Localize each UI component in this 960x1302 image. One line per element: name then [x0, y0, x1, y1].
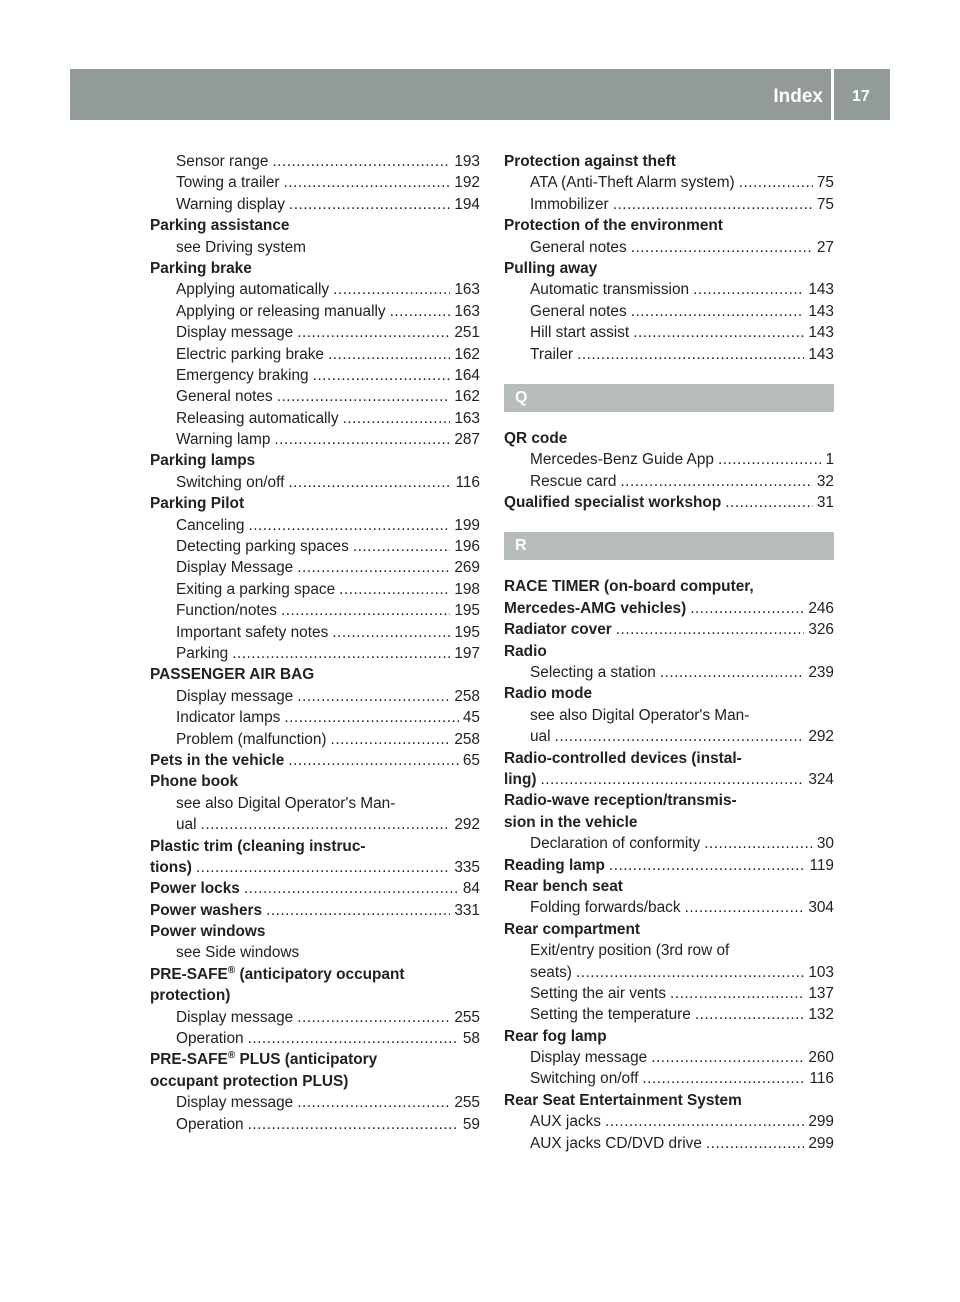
index-note-text: Exit/entry position (3rd row of	[530, 942, 730, 960]
entry-text: ual	[530, 728, 551, 746]
entry-text: Applying or releasing manually	[176, 302, 386, 320]
page-reference: 164	[454, 366, 480, 384]
index-heading-entry	[504, 619, 834, 640]
entry-text: Power locks	[150, 880, 240, 898]
entry-text: Declaration of conformity	[530, 835, 701, 853]
entry-text: Automatic transmission	[530, 281, 690, 299]
page-reference: 199	[454, 516, 480, 534]
dot-leader	[332, 622, 450, 643]
dot-leader	[281, 600, 450, 621]
page-reference: 195	[454, 602, 480, 620]
index-note	[150, 942, 480, 963]
entry-text: Electric parking brake	[176, 345, 324, 363]
index-subentry	[504, 194, 834, 215]
page-reference: 119	[809, 856, 834, 874]
letter-section-header: R	[504, 532, 834, 560]
index-heading-text: Parking lamps	[150, 452, 256, 470]
dot-leader	[577, 344, 804, 365]
index-heading	[504, 215, 834, 236]
index-heading-text: protection)	[150, 987, 231, 1005]
dot-leader	[620, 471, 812, 492]
entry-text: Hill start assist	[530, 324, 630, 342]
entry-text: AUX jacks CD/DVD drive	[530, 1134, 702, 1152]
index-heading	[150, 921, 480, 942]
index-heading-text: Parking Pilot	[150, 495, 245, 513]
index-subentry	[150, 386, 480, 407]
index-heading-entry	[504, 769, 834, 790]
entry-text: Emergency braking	[176, 366, 309, 384]
dot-leader	[284, 707, 459, 728]
page-reference: 196	[454, 538, 480, 556]
index-subentry	[504, 279, 834, 300]
index-heading-rest: PLUS (anticipatory	[235, 1051, 378, 1069]
page-reference: 299	[808, 1134, 834, 1152]
page-reference: 116	[455, 473, 480, 491]
page-reference: 65	[462, 751, 480, 769]
entry-text: Operation	[176, 1030, 244, 1048]
dot-leader	[297, 557, 450, 578]
index-heading-rest: (anticipatory occupant	[235, 965, 405, 983]
index-subentry	[150, 707, 480, 728]
dot-leader	[297, 1007, 450, 1028]
index-subentry	[150, 536, 480, 557]
dot-leader	[576, 962, 804, 983]
index-heading-text: Radio	[504, 642, 547, 660]
index-heading	[504, 1026, 834, 1047]
index-heading	[150, 664, 480, 685]
index-subentry	[150, 622, 480, 643]
page-reference: 162	[454, 388, 480, 406]
index-subentry	[150, 729, 480, 750]
entry-text: Exiting a parking space	[176, 580, 336, 598]
index-heading	[504, 748, 834, 769]
page-reference: 195	[454, 623, 480, 641]
index-subentry	[504, 833, 834, 854]
index-heading	[504, 258, 834, 279]
page-reference: 163	[454, 281, 480, 299]
page-reference: 30	[816, 835, 834, 853]
page-reference: 326	[808, 621, 834, 639]
page-reference: 137	[808, 984, 834, 1002]
index-subentry	[504, 322, 834, 343]
entry-text: Radiator cover	[504, 621, 612, 639]
index-subentry	[150, 322, 480, 343]
dot-leader	[277, 386, 451, 407]
index-note	[504, 940, 834, 961]
index-heading-text: Radio mode	[504, 685, 593, 703]
dot-leader	[685, 897, 805, 918]
page-reference: 246	[808, 599, 834, 617]
index-column-right	[504, 151, 834, 1154]
page-reference: 258	[454, 687, 480, 705]
registered-mark: ®	[227, 1050, 236, 1062]
index-heading-text: Phone book	[150, 773, 239, 791]
page-reference: 31	[816, 494, 834, 512]
index-subentry	[150, 472, 480, 493]
index-heading-text: sion in the vehicle	[504, 813, 638, 831]
index-heading-text: PRE-SAFE	[150, 965, 228, 983]
entry-text: Display Message	[176, 559, 294, 577]
dot-leader	[328, 344, 450, 365]
entry-text: General notes	[530, 302, 627, 320]
index-subentry	[504, 1004, 834, 1025]
dot-leader	[660, 662, 805, 683]
index-subentry	[504, 237, 834, 258]
index-subentry	[150, 643, 480, 664]
index-subentry	[150, 279, 480, 300]
index-heading-text: Rear fog lamp	[504, 1027, 607, 1045]
index-heading-text: PASSENGER AIR BAG	[150, 666, 315, 684]
section-title: Index	[773, 86, 823, 107]
index-heading-text: RACE TIMER (on-board computer,	[504, 578, 754, 596]
index-subentry	[150, 600, 480, 621]
entry-text: ATA (Anti-Theft Alarm system)	[530, 174, 735, 192]
index-heading	[504, 812, 834, 833]
index-subentry	[150, 344, 480, 365]
index-heading	[504, 641, 834, 662]
entry-text: Important safety notes	[176, 623, 329, 641]
dot-leader	[248, 1028, 459, 1049]
index-heading-text: QR code	[504, 429, 568, 447]
dot-leader	[695, 1004, 804, 1025]
entry-text: General notes	[530, 238, 627, 256]
entry-text: Reading lamp	[504, 856, 605, 874]
entry-text: Power washers	[150, 901, 263, 919]
index-subentry	[150, 301, 480, 322]
page-reference: 324	[808, 770, 834, 788]
dot-leader	[633, 322, 804, 343]
entry-text: Setting the air vents	[530, 984, 667, 1002]
index-note	[150, 237, 480, 258]
index-heading-entry	[150, 900, 480, 921]
index-heading	[504, 1090, 834, 1111]
page-reference: 304	[808, 899, 834, 917]
page-reference: 116	[809, 1070, 834, 1088]
index-subentry	[150, 408, 480, 429]
entry-text: Pets in the vehicle	[150, 751, 285, 769]
page-reference: 335	[454, 858, 480, 876]
entry-text: Sensor range	[176, 153, 269, 170]
index-heading	[504, 151, 834, 172]
dot-leader	[248, 515, 450, 536]
dot-leader	[289, 194, 450, 215]
index-heading-entry	[504, 598, 834, 619]
entry-text: Warning display	[176, 195, 285, 213]
page-reference: 75	[816, 195, 834, 213]
index-note	[150, 793, 480, 814]
index-subentry	[504, 1133, 834, 1154]
page-reference: 84	[462, 880, 480, 898]
dot-leader	[272, 151, 450, 172]
page-reference: 258	[454, 730, 480, 748]
index-subentry	[150, 172, 480, 193]
index-subentry	[504, 897, 834, 918]
page-reference: 162	[454, 345, 480, 363]
dot-leader	[555, 726, 805, 747]
index-heading-text: Radio-wave reception/transmis-	[504, 792, 737, 810]
entry-text: Applying automatically	[176, 281, 330, 299]
dot-leader	[631, 237, 813, 258]
index-subentry	[504, 471, 834, 492]
dot-leader	[642, 1068, 805, 1089]
dot-leader	[288, 750, 459, 771]
index-subentry	[150, 1007, 480, 1028]
index-column-left	[150, 151, 480, 1135]
dot-leader	[232, 643, 450, 664]
entry-text: Switching on/off	[530, 1070, 639, 1088]
entry-text: Problem (malfunction)	[176, 730, 327, 748]
entry-text: Warning lamp	[176, 431, 271, 449]
index-heading	[150, 836, 480, 857]
page-number: 17	[852, 88, 870, 105]
entry-text: Towing a trailer	[176, 174, 280, 192]
entry-text: Immobilizer	[530, 195, 609, 213]
page-reference: 193	[454, 153, 480, 170]
index-heading-text: Pulling away	[504, 259, 598, 277]
entry-text: Display message	[530, 1049, 648, 1067]
page-reference: 251	[454, 324, 480, 342]
dot-leader	[196, 857, 450, 878]
page-reference: 32	[816, 472, 834, 490]
dot-leader	[353, 536, 450, 557]
index-note-text: see Side windows	[176, 944, 300, 962]
entry-text: Folding forwards/back	[530, 899, 681, 917]
dot-leader	[339, 579, 450, 600]
page-reference: 163	[454, 409, 480, 427]
dot-leader	[605, 1111, 804, 1132]
index-heading-text: Parking brake	[150, 259, 252, 277]
page-reference: 143	[808, 345, 834, 363]
index-heading	[150, 493, 480, 514]
page-reference: 103	[808, 963, 834, 981]
entry-text: ual	[176, 816, 197, 834]
entry-text: Selecting a station	[530, 664, 656, 682]
dot-leader	[288, 472, 451, 493]
index-heading	[150, 964, 480, 985]
dot-leader	[706, 1133, 804, 1154]
index-heading	[504, 428, 834, 449]
dot-leader	[244, 878, 459, 899]
dot-leader	[284, 172, 451, 193]
dot-leader	[331, 729, 451, 750]
page-reference: 192	[454, 174, 480, 192]
index-heading-text: Radio-controlled devices (instal-	[504, 749, 742, 767]
index-heading-entry	[504, 492, 834, 513]
index-heading	[150, 985, 480, 1006]
page-reference: 194	[454, 195, 480, 213]
index-heading-entry	[150, 878, 480, 899]
dot-leader	[343, 408, 451, 429]
entry-text: General notes	[176, 388, 273, 406]
index-heading	[150, 1071, 480, 1092]
page-reference: 299	[808, 1113, 834, 1131]
index-heading	[150, 215, 480, 236]
index-subentry	[504, 301, 834, 322]
index-subentry	[504, 172, 834, 193]
dot-leader	[718, 449, 822, 470]
index-subentry	[150, 1114, 480, 1135]
dot-leader	[704, 833, 813, 854]
index-heading-text: PRE-SAFE	[150, 1051, 228, 1069]
page-reference: 260	[808, 1049, 834, 1067]
index-subentry	[504, 726, 834, 747]
index-heading-text: Protection of the environment	[504, 217, 723, 235]
dot-leader	[670, 983, 804, 1004]
index-heading	[150, 258, 480, 279]
entry-text: Indicator lamps	[176, 709, 281, 727]
dot-leader	[266, 900, 450, 921]
entry-text: Function/notes	[176, 602, 277, 620]
page-reference: 75	[816, 174, 834, 192]
entry-text: seats)	[530, 963, 572, 981]
entry-text: Display message	[176, 1094, 294, 1112]
page-reference: 143	[808, 324, 834, 342]
entry-text: Releasing automatically	[176, 409, 339, 427]
page-reference: 331	[454, 901, 480, 919]
index-heading	[150, 450, 480, 471]
registered-mark: ®	[227, 964, 236, 976]
index-heading-text: Rear Seat Entertainment System	[504, 1091, 742, 1109]
index-heading-entry	[150, 857, 480, 878]
entry-text: Switching on/off	[176, 473, 285, 491]
index-heading	[150, 1049, 480, 1070]
dot-leader	[631, 301, 805, 322]
dot-leader	[297, 1092, 450, 1113]
page-reference: 1	[825, 451, 834, 469]
page-reference: 292	[808, 728, 834, 746]
header-separator	[831, 69, 834, 120]
index-subentry	[150, 814, 480, 835]
index-subentry	[504, 449, 834, 470]
index-subentry	[504, 1111, 834, 1132]
entry-text: Mercedes-Benz Guide App	[530, 451, 714, 469]
page-reference: 269	[454, 559, 480, 577]
index-subentry	[150, 194, 480, 215]
index-subentry	[150, 686, 480, 707]
index-heading-text: Rear bench seat	[504, 877, 623, 895]
index-heading-text: Parking assistance	[150, 217, 290, 235]
index-heading	[150, 771, 480, 792]
dot-leader	[693, 279, 804, 300]
dot-leader	[248, 1114, 459, 1135]
index-heading	[504, 790, 834, 811]
page-reference: 132	[808, 1006, 834, 1024]
entry-text: Rescue card	[530, 472, 617, 490]
page-reference: 255	[454, 1008, 480, 1026]
entry-text: Operation	[176, 1115, 244, 1133]
index-subentry	[150, 579, 480, 600]
index-subentry	[150, 365, 480, 386]
index-subentry	[150, 1092, 480, 1113]
dot-leader	[613, 194, 813, 215]
index-heading	[504, 576, 834, 597]
dot-leader	[690, 598, 804, 619]
index-heading-text: Protection against theft	[504, 153, 676, 170]
index-note-text: see also Digital Operator's Man-	[530, 706, 750, 724]
page-reference: 255	[454, 1094, 480, 1112]
page-reference: 239	[808, 664, 834, 682]
page-reference: 59	[462, 1115, 480, 1133]
dot-leader	[609, 855, 806, 876]
dot-leader	[297, 686, 450, 707]
index-heading-text: Power windows	[150, 923, 266, 941]
entry-text: Mercedes-AMG vehicles)	[504, 599, 687, 617]
page-reference: 45	[462, 709, 480, 727]
index-heading	[504, 683, 834, 704]
entry-text: AUX jacks	[530, 1113, 601, 1131]
page-reference: 143	[808, 302, 834, 320]
dot-leader	[651, 1047, 804, 1068]
index-subentry	[150, 151, 480, 172]
entry-text: Display message	[176, 1008, 294, 1026]
page-reference: 143	[808, 281, 834, 299]
index-subentry	[504, 983, 834, 1004]
index-subentry	[150, 1028, 480, 1049]
index-heading-text: Rear compartment	[504, 920, 640, 938]
page-reference: 27	[816, 238, 834, 256]
index-heading	[504, 876, 834, 897]
entry-text: Setting the temperature	[530, 1006, 691, 1024]
entry-text: Parking	[176, 644, 229, 662]
letter-section-header: Q	[504, 384, 834, 412]
entry-text: Canceling	[176, 516, 245, 534]
entry-text: Detecting parking spaces	[176, 538, 349, 556]
dot-leader	[333, 279, 450, 300]
entry-text: Display message	[176, 324, 294, 342]
index-subentry	[150, 557, 480, 578]
index-heading-entry	[150, 750, 480, 771]
index-heading-text: occupant protection PLUS)	[150, 1072, 349, 1090]
index-heading-entry	[504, 855, 834, 876]
index-subentry	[150, 515, 480, 536]
index-heading-text: Plastic trim (cleaning instruc-	[150, 837, 366, 855]
dot-leader	[725, 492, 813, 513]
index-subentry	[504, 344, 834, 365]
dot-leader	[274, 429, 450, 450]
index-note	[504, 705, 834, 726]
index-subentry	[504, 662, 834, 683]
index-subentry	[504, 962, 834, 983]
index-subentry	[150, 429, 480, 450]
dot-leader	[313, 365, 451, 386]
index-note-text: see also Digital Operator's Man-	[176, 794, 396, 812]
dot-leader	[201, 814, 451, 835]
dot-leader	[616, 619, 805, 640]
entry-text: Display message	[176, 687, 294, 705]
page-reference: 292	[454, 816, 480, 834]
dot-leader	[540, 769, 804, 790]
dot-leader	[739, 172, 813, 193]
entry-text: ling)	[504, 770, 537, 788]
entry-text: Qualified specialist workshop	[504, 494, 722, 512]
dot-leader	[390, 301, 451, 322]
entry-text: Trailer	[530, 345, 574, 363]
page-reference: 58	[462, 1030, 480, 1048]
page-reference: 163	[454, 302, 480, 320]
index-note-text: see Driving system	[176, 238, 307, 256]
index-subentry	[504, 1047, 834, 1068]
index-subentry	[504, 1068, 834, 1089]
page-reference: 287	[454, 431, 480, 449]
page-reference: 197	[454, 644, 480, 662]
entry-text: tions)	[150, 858, 192, 876]
index-heading	[504, 919, 834, 940]
dot-leader	[297, 322, 450, 343]
page-reference: 198	[454, 580, 480, 598]
